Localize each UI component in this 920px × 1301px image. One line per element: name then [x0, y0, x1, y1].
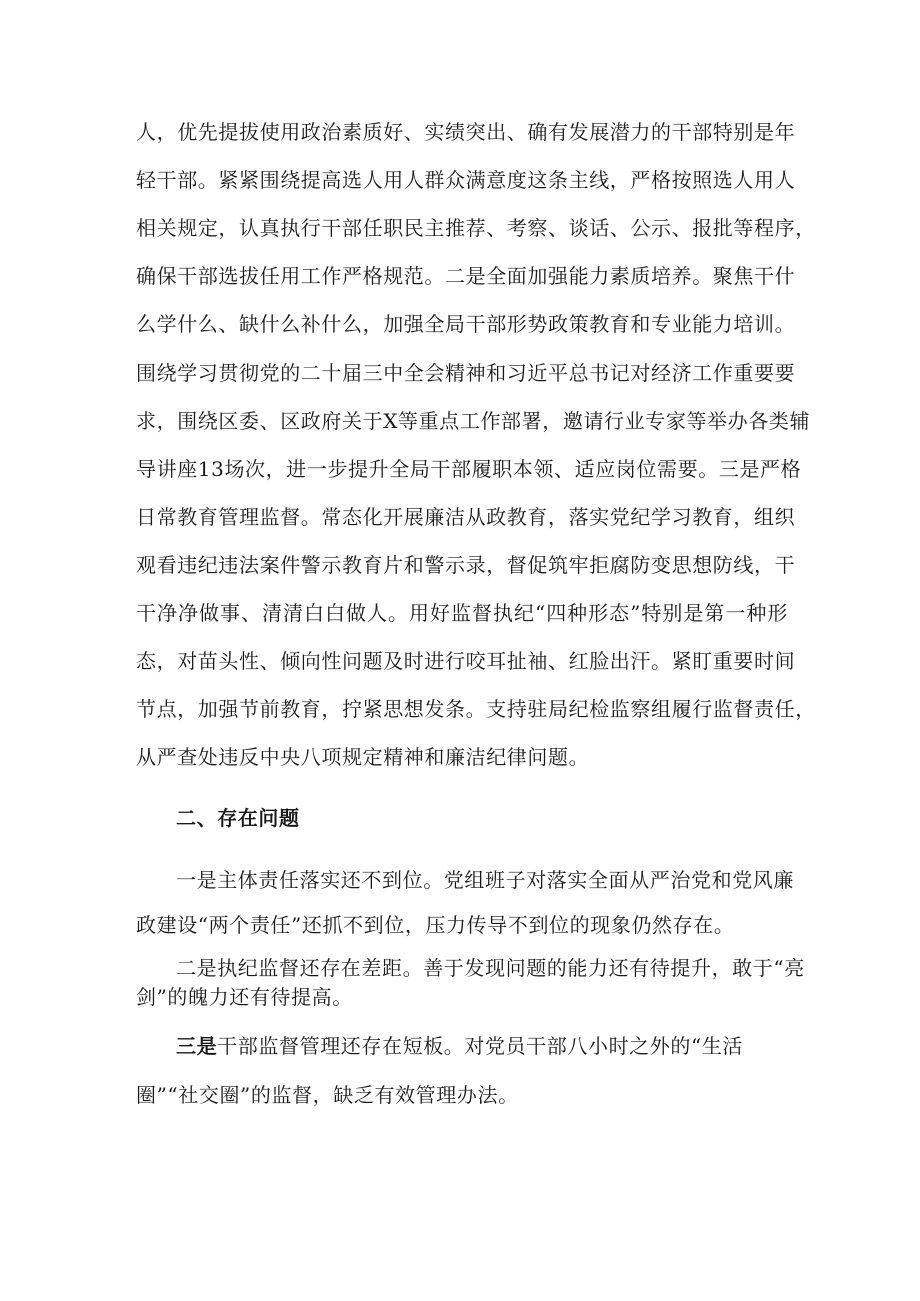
- problem-2-line-2: 剑”的魄力还有待提高。: [136, 985, 353, 1009]
- body-line-14: 从严查处违反中央八项规定精神和廉洁纪律问题。: [136, 745, 590, 769]
- problem-3-line-2: 圈”“社交圈”的监督，缺乏有效管理办法。: [136, 1083, 519, 1107]
- body-line-1: 人，优先提拔使用政治素质好、实绩突出、确有发展潜力的干部特别是年: [136, 120, 796, 144]
- body-line-2: 轻干部。紧紧围绕提高选人用人群众满意度这条主线，严格按照选人用人: [136, 168, 796, 192]
- section-heading: 二、存在问题: [176, 806, 300, 830]
- problem-3-lead: 三是: [176, 1034, 218, 1058]
- problem-1-line-1: 一是主体责任落实还不到位。党组班子对落实全面从严治党和党风廉: [176, 868, 794, 892]
- body-line-3: 相关规定，认真执行干部任职民主推荐、考察、谈话、公示、报批等程序，: [136, 216, 816, 240]
- body-line-9: 日常教育管理监督。常态化开展廉洁从政教育，落实党纪学习教育，组织: [136, 505, 796, 529]
- body-line-10: 观看违纪违法案件警示教育片和警示录，督促筑牢拒腐防变思想防线，干: [136, 553, 796, 577]
- problem-2-line-1: 二是执纪监督还存在差距。善于发现问题的能力还有待提升，敢于“亮: [176, 956, 805, 980]
- body-line-8: 导讲座13场次，进一步提升全局干部履职本领、适应岗位需要。三是严格: [136, 457, 802, 481]
- problem-3-text: 干部监督管理还存在短板。对党员干部八小时之外的“生活: [217, 1034, 744, 1058]
- body-line-12: 态，对苗头性、倾向性问题及时进行咬耳扯袖、红脸出汗。紧盯重要时间: [136, 649, 796, 673]
- body-line-5: 么学什么、缺什么补什么，加强全局干部形势政策教育和专业能力培训。: [136, 312, 796, 336]
- body-line-6: 围绕学习贯彻党的二十届三中全会精神和习近平总书记对经济工作重要要: [136, 361, 796, 385]
- body-line-7: 求，围绕区委、区政府关于X等重点工作部署，邀请行业专家等举办各类辅: [136, 409, 811, 433]
- body-line-11: 干净净做事、清清白白做人。用好监督执纪“四种形态”特别是第一种形: [136, 601, 788, 625]
- body-line-13: 节点，加强节前教育，拧紧思想发条。支持驻局纪检监察组履行监督责任，: [136, 697, 816, 721]
- problem-3-line-1: [176, 1034, 743, 1058]
- problem-1-line-2: 政建设“两个责任”还抓不到位，压力传导不到位的现象仍然存在。: [136, 913, 735, 937]
- body-line-4: 确保干部选拔任用工作严格规范。二是全面加强能力素质培养。聚焦干什: [136, 264, 796, 288]
